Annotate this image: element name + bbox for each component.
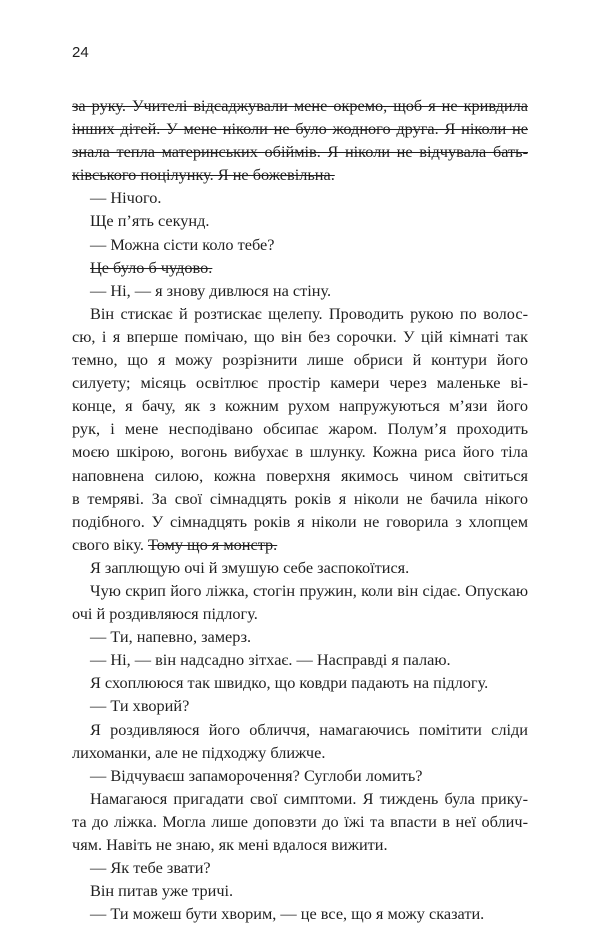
text-line <box>72 279 528 302</box>
text-line <box>72 487 528 510</box>
line-text: — Як тебе звати? <box>90 858 211 878</box>
text-line <box>72 764 528 787</box>
text-line <box>72 302 528 325</box>
text-line <box>72 856 528 879</box>
text-line <box>72 394 528 417</box>
struck-text: знала тепла материнських обіймів. Я ніколи не відчувала бать- <box>72 142 528 162</box>
line-text: лихоманки, але не підходжу ближче. <box>72 742 326 762</box>
text-line <box>72 186 528 209</box>
text-line <box>72 694 528 717</box>
line-text: наповнена силою, кожна поверхня якимось чином світиться <box>72 465 528 485</box>
text-line <box>72 579 528 602</box>
text-line <box>72 879 528 902</box>
text-line <box>72 440 528 463</box>
line-text: — Ти хворий? <box>90 696 190 716</box>
text-line <box>72 741 528 764</box>
line-text: Він стискає й розтискає щелепу. Проводить рукою по волос- <box>90 303 528 323</box>
line-text: в темряві. За свої сімнадцять років я ніколи не бачила нікого <box>72 488 528 508</box>
text-line <box>72 163 528 186</box>
line-text: — Ні, — я знову дивлюся на стіну. <box>90 280 332 300</box>
line-text: — Ти можеш бути хворим, — це все, що я можу сказати. <box>90 904 485 924</box>
struck-text: Це було б чудово. <box>90 257 213 277</box>
struck-text: інших дітей. У мене ніколи не було жодного друга. Я ніколи не <box>72 119 528 139</box>
text-line <box>72 602 528 625</box>
line-text: — Нічого. <box>90 188 162 208</box>
text-line <box>72 533 528 556</box>
line-text: Він питав уже тричі. <box>90 881 234 901</box>
text-line <box>72 233 528 256</box>
text-line <box>72 464 528 487</box>
text-line <box>72 209 528 232</box>
text-line <box>72 810 528 833</box>
text-line <box>72 671 528 694</box>
text-line <box>72 625 528 648</box>
text-line <box>72 648 528 671</box>
text-line <box>72 510 528 533</box>
line-text: — Ти, напевно, замерз. <box>90 627 252 647</box>
line-text: Чую скрип його ліжка, стогін пружин, коли він сідає. Опускаю <box>90 580 528 600</box>
line-text: темно, що я можу розрізнити лише обриси й контури його <box>72 350 528 370</box>
line-text: моєю шкірою, вогонь вибухає в шлунку. Кожна риса його тіла <box>72 442 528 462</box>
line-text: сю, і я вперше помічаю, що він без сорочки. У цій кімнаті так <box>72 326 528 346</box>
line-text: Ще п’ять секунд. <box>90 211 210 231</box>
struck-text: ківського поцілунку. Я не божевільна. <box>72 165 335 185</box>
text-line <box>72 371 528 394</box>
line-text: свого віку. <box>72 534 148 554</box>
line-text: чям. Навіть не знаю, як мені вдалося вижити. <box>72 835 388 854</box>
text-line <box>72 902 528 925</box>
line-text: — Можна сісти коло тебе? <box>90 234 275 254</box>
line-text: та до ліжка. Могла лише доповзти до їжі та впасти в неї облич- <box>72 811 528 831</box>
text-line <box>72 117 528 140</box>
text-line <box>72 256 528 279</box>
body-text <box>72 94 528 925</box>
line-text: Я роздивляюся його обличчя, намагаючись помітити сліди <box>90 719 528 739</box>
line-text: Я схоплююся так швидко, що ковдри падають на підлогу. <box>90 673 489 693</box>
text-line <box>72 417 528 440</box>
text-line <box>72 556 528 579</box>
text-line <box>72 94 528 117</box>
text-line <box>72 833 528 856</box>
line-text: Намагаюся пригадати свої симптоми. Я тиждень була прику- <box>90 788 528 808</box>
struck-text: Тому що я монстр. <box>147 534 278 554</box>
text-line <box>72 140 528 163</box>
line-text: подібного. У сімнадцять років я ніколи не говорила з хлопцем <box>72 511 528 531</box>
line-text: рук, і мене несподівано обсипає жаром. Полум’я проходить <box>72 419 528 439</box>
line-text: Я заплющую очі й змушую себе заспокоїтися. <box>90 557 410 577</box>
text-line <box>72 325 528 348</box>
page-number: 24 <box>72 44 89 61</box>
text-line <box>72 787 528 810</box>
line-text: — Відчуваєш запаморочення? Суглоби ломить? <box>90 765 423 785</box>
line-text: силуету; місяць освітлює простір камери через маленьке ві- <box>72 373 528 393</box>
line-text: конце, я бачу, як з кожним рухом напружуються м’язи його <box>72 396 528 416</box>
line-text: — Ні, — він надсадно зітхає. — Насправді я палаю. <box>90 650 451 670</box>
line-text: очі й роздивляюся підлогу. <box>72 604 258 624</box>
text-line <box>72 718 528 741</box>
struck-text: за руку. Учителі відсаджували мене окремо, щоб я не кривдила <box>72 96 528 115</box>
text-line <box>72 348 528 371</box>
